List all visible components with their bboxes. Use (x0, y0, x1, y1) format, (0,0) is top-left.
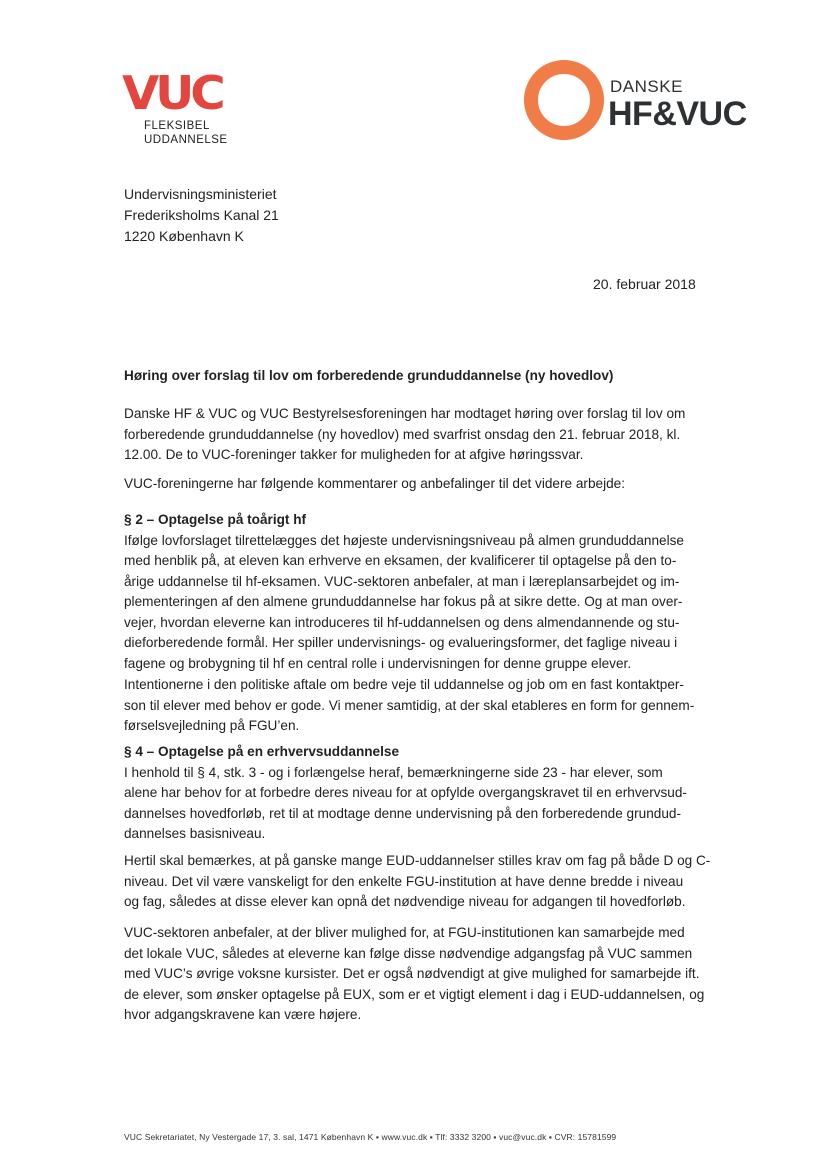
section-4 (124, 742, 704, 845)
text-line: Hertil skal bemærkes, at på ganske mange EUD-uddannelser stilles krav om fag på både D og C- (124, 853, 711, 868)
text-line: Intentionerne i den politiske aftale om bedre veje til uddannelse og job om en fast kontaktper- (124, 677, 684, 692)
vuc-logo-tagline-2: UDDANNELSE (144, 134, 228, 146)
paragraph-intention (124, 675, 704, 737)
text-line: Danske HF & VUC og VUC Bestyrelsesforeningen har modtaget høring over forslag til lov om (124, 406, 686, 421)
text-line: 12.00. De to VUC-foreninger takker for muligheden for at afgive høringssvar. (124, 447, 584, 462)
text-line: I henhold til § 4, stk. 3 - og i forlængelse heraf, bemærkningerne side 23 - har elever, som (124, 764, 663, 780)
section-4-heading: § 4 – Optagelse på en erhvervsuddannelse (124, 744, 400, 759)
text-line: son til elever med behov er gode. Vi mener samtidig, at der skal etableres en form for gennem- (124, 697, 695, 713)
recipient-city: 1220 København K (124, 228, 244, 244)
text-line: niveau. Det vil være vanskeligt for den enkelte FGU-institution at have denne bredde i niveau (124, 873, 684, 889)
text-line: forberedende grunduddannelse (ny hovedlov) med svarfrist onsdag den 21. februar 2018, kl. (124, 426, 681, 442)
logo-ring-icon (524, 60, 604, 140)
text-line: hvor adgangskravene kan være højere. (124, 1007, 362, 1022)
text-line: fagene og brobygning til hf en central rolle i undervisningen for denne gruppe elever. (124, 655, 632, 671)
text-line: de elever, som ønsker optagelse på EUX, som er et vigtigt element i dag i EUD-uddannelsen, og (124, 986, 705, 1002)
paragraph-comments (124, 474, 704, 495)
text-line: alene har behov for at forbedre deres niveau for at opfylde overgangskravet til en erhvervsud- (124, 785, 687, 800)
letter-date: 20. februar 2018 (593, 276, 696, 292)
section-2 (124, 510, 704, 674)
text-line: dannelses basisniveau. (124, 826, 266, 841)
text-line: VUC-sektoren anbefaler, at der bliver mulighed for, at FGU-institutionen kan samarbejde med (124, 925, 685, 940)
text-line: med henblik på, at eleven kan erhverve en eksamen, der kvalificerer til optagelse på den to- (124, 553, 677, 568)
danske-logo-line2: HF&VUC (608, 95, 747, 133)
paragraph-hertil (124, 851, 711, 913)
recipient-street: Frederiksholms Kanal 21 (124, 207, 279, 223)
text-line: plementeringen af den almene grunduddannelse har fokus på at sikre dette. Og at man over- (124, 594, 683, 609)
letter-footer: VUC Sekretariatet, Ny Vestergade 17, 3. sal, 1471 København K ▪ www.vuc.dk ▪ Tlf: 3332 3200 ▪ vuc@vuc.dk ▪ CVR: 15781599 (124, 1132, 617, 1142)
recipient-name: Undervisningsministeriet (124, 186, 277, 202)
text-line: dannelses hovedforløb, ret til at modtage denne undervisning på den forberedende grundud- (124, 805, 681, 821)
text-line: dieforberedende formål. Her spiller undervisnings- og evalueringsformer, det faglige niveau i (124, 635, 678, 650)
text-line: Ifølge lovforslaget tilrettelægges det højeste undervisningsniveau på almen grunduddannelse (124, 532, 684, 548)
letter-subject: Høring over forslag til lov om forberedende grunduddannelse (ny hovedlov) (124, 368, 614, 383)
text-line: vejer, hvordan eleverne kan introduceres til hf-uddannelsen og dens almendannende og stu- (124, 614, 680, 630)
recipient-address (124, 184, 279, 247)
paragraph-vuc-sector (124, 923, 704, 1026)
section-2-heading: § 2 – Optagelse på toårigt hf (124, 512, 307, 527)
text-line: det lokale VUC, således at eleverne kan følge disse nødvendige adgangsfag på VUC sammen (124, 945, 693, 961)
text-line: med VUC’s øvrige voksne kursister. Det er også nødvendigt at give mulighed for samarbejde ift. (124, 966, 700, 981)
vuc-logo (122, 66, 242, 150)
vuc-logo-wordmark: VUC (122, 66, 222, 120)
text-line: VUC-foreningerne har følgende kommentarer og anbefalinger til det videre arbejde: (124, 476, 625, 491)
danske-logo-line1: DANSKE (610, 77, 683, 96)
danske-hf-vuc-logo (524, 60, 764, 144)
vuc-logo-tagline-1: FLEKSIBEL (144, 120, 210, 132)
text-line: førselsvejledning på FGU’en. (124, 718, 300, 733)
text-line: og fag, således at disse elever kan opnå det nødvendige niveau for adgangen til hovedforløb. (124, 894, 686, 909)
paragraph-intro (124, 404, 704, 466)
text-line: årige uddannelse til hf-eksamen. VUC-sektoren anbefaler, at man i læreplansarbejdet og im- (124, 573, 680, 589)
